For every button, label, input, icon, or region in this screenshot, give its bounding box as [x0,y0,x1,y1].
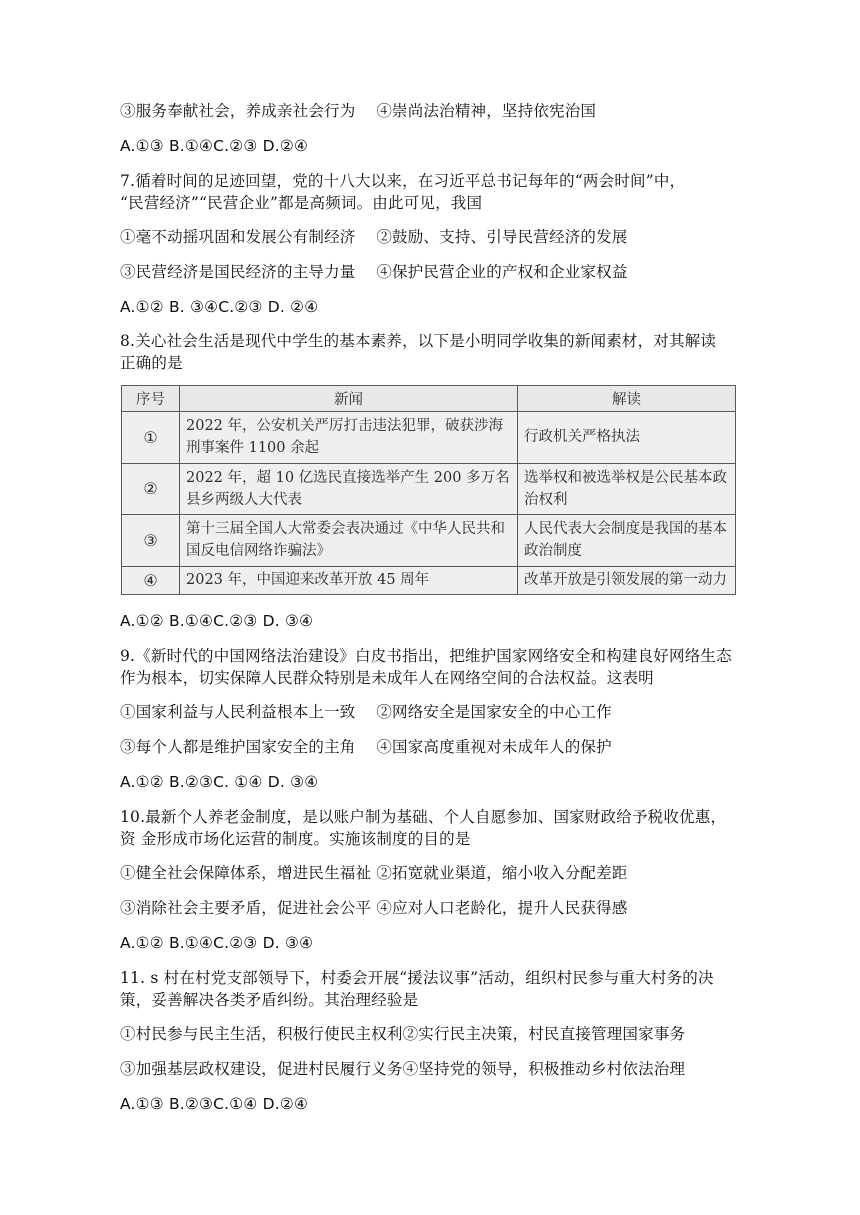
q7-answers: A.①② B. ③④C.②③ D. ②④ [120,298,319,316]
q11-stem-line2: 策，妥善解决各类矛盾纠纷。其治理经验是 [120,991,419,1009]
q9-options-34: ③每个人都是维护国家安全的主角 ④国家高度重视对未成年人的保护 [120,738,612,756]
row-index: ① [122,412,180,464]
table-row [122,463,736,515]
q10-options-34: ③消除社会主要矛盾，促进社会公平 ④应对人口老龄化，提升人民获得感 [120,899,628,917]
header-interpretation: 解读 [518,386,736,412]
q11-options-12: ①村民参与民主生活，积极行使民主权利②实行民主决策，村民直接管理国家事务 [120,1025,686,1043]
q7-stem-line1: 7.循着时间的足迹回望，党的十八大以来，在习近平总书记每年的“两会时间”中， [120,172,686,190]
q7-options-12: ①毫不动摇巩固和发展公有制经济 ②鼓励、支持、引导民营经济的发展 [120,228,628,246]
q9-stem-line1: 9.《新时代的中国网络法治建设》白皮书指出，把维护国家网络安全和构建良好网络生态 [120,647,732,665]
row-index: ③ [122,515,180,567]
row-interpretation: 选举权和被选举权是公民基本政治权利 [518,463,736,515]
row-index: ② [122,463,180,515]
q9-stem-line2: 作为根本，切实保障人民群众特别是未成年人在网络空间的合法权益。这表明 [120,669,654,687]
table-header-row [122,386,736,412]
news-table-wrapper [121,385,736,595]
q9-answers: A.①② B.②③C. ①④ D. ③④ [120,773,319,791]
q6-options-34: ③服务奉献社会，养成亲社会行为 ④崇尚法治精神，坚持依宪治国 [120,102,597,120]
q8-stem-line1: 8.关心社会生活是现代中学生的基本素养，以下是小明同学收集的新闻素材，对其解读 [120,332,717,350]
q7-options-34: ③民营经济是国民经济的主导力量 ④保护民营企业的产权和企业家权益 [120,263,628,281]
row-interpretation: 行政机关严格执法 [518,412,736,464]
header-index: 序号 [122,386,180,412]
q11-options-34: ③加强基层政权建设，促进村民履行义务④坚持党的领导，积极推动乡村依法治理 [120,1060,686,1078]
row-news: 第十三届全国人大常委会表决通过《中华人民共和国反电信网络诈骗法》 [180,515,518,567]
q10-stem-line1: 10.最新个人养老金制度，是以账户制为基础、个人自愿参加、国家财政给予税收优惠， [120,808,727,826]
table-row [122,515,736,567]
table-row [122,566,736,594]
news-table [121,385,736,595]
header-news: 新闻 [180,386,518,412]
q10-options-12: ①健全社会保障体系，增进民生福祉 ②拓宽就业渠道，缩小收入分配差距 [120,864,628,882]
q8-answers: A.①② B.①④C.②③ D. ③④ [120,612,314,630]
q10-answers: A.①② B.①④C.②③ D. ③④ [120,934,314,952]
row-interpretation: 人民代表大会制度是我国的基本政治制度 [518,515,736,567]
row-interpretation: 改革开放是引领发展的第一动力 [518,566,736,594]
q9-options-12: ①国家利益与人民利益根本上一致 ②网络安全是国家安全的中心工作 [120,703,612,721]
row-news: 2022 年，公安机关严厉打击违法犯罪，破获涉海刑事案件 1100 余起 [180,412,518,464]
q6-answers: A.①③ B.①④C.②③ D.②④ [120,137,309,155]
table-row [122,412,736,464]
q7-stem-line2: “民营经济”“民营企业”都是高频词。由此可见，我国 [120,194,483,212]
row-index: ④ [122,566,180,594]
q10-stem-line2: 资 金形成市场化运营的制度。实施该制度的目的是 [120,830,471,848]
q11-answers: A.①③ B.②③C.①④ D.②④ [120,1095,309,1113]
q11-stem-line1: 11. s 村在村党支部领导下，村委会开展“援法议事”活动，组织村民参与重大村务的决 [120,969,714,987]
row-news: 2022 年，超 10 亿选民直接选举产生 200 多万名县乡两级人大代表 [180,463,518,515]
q8-stem-line2: 正确的是 [120,354,183,372]
row-news: 2023 年，中国迎来改革开放 45 周年 [180,566,518,594]
